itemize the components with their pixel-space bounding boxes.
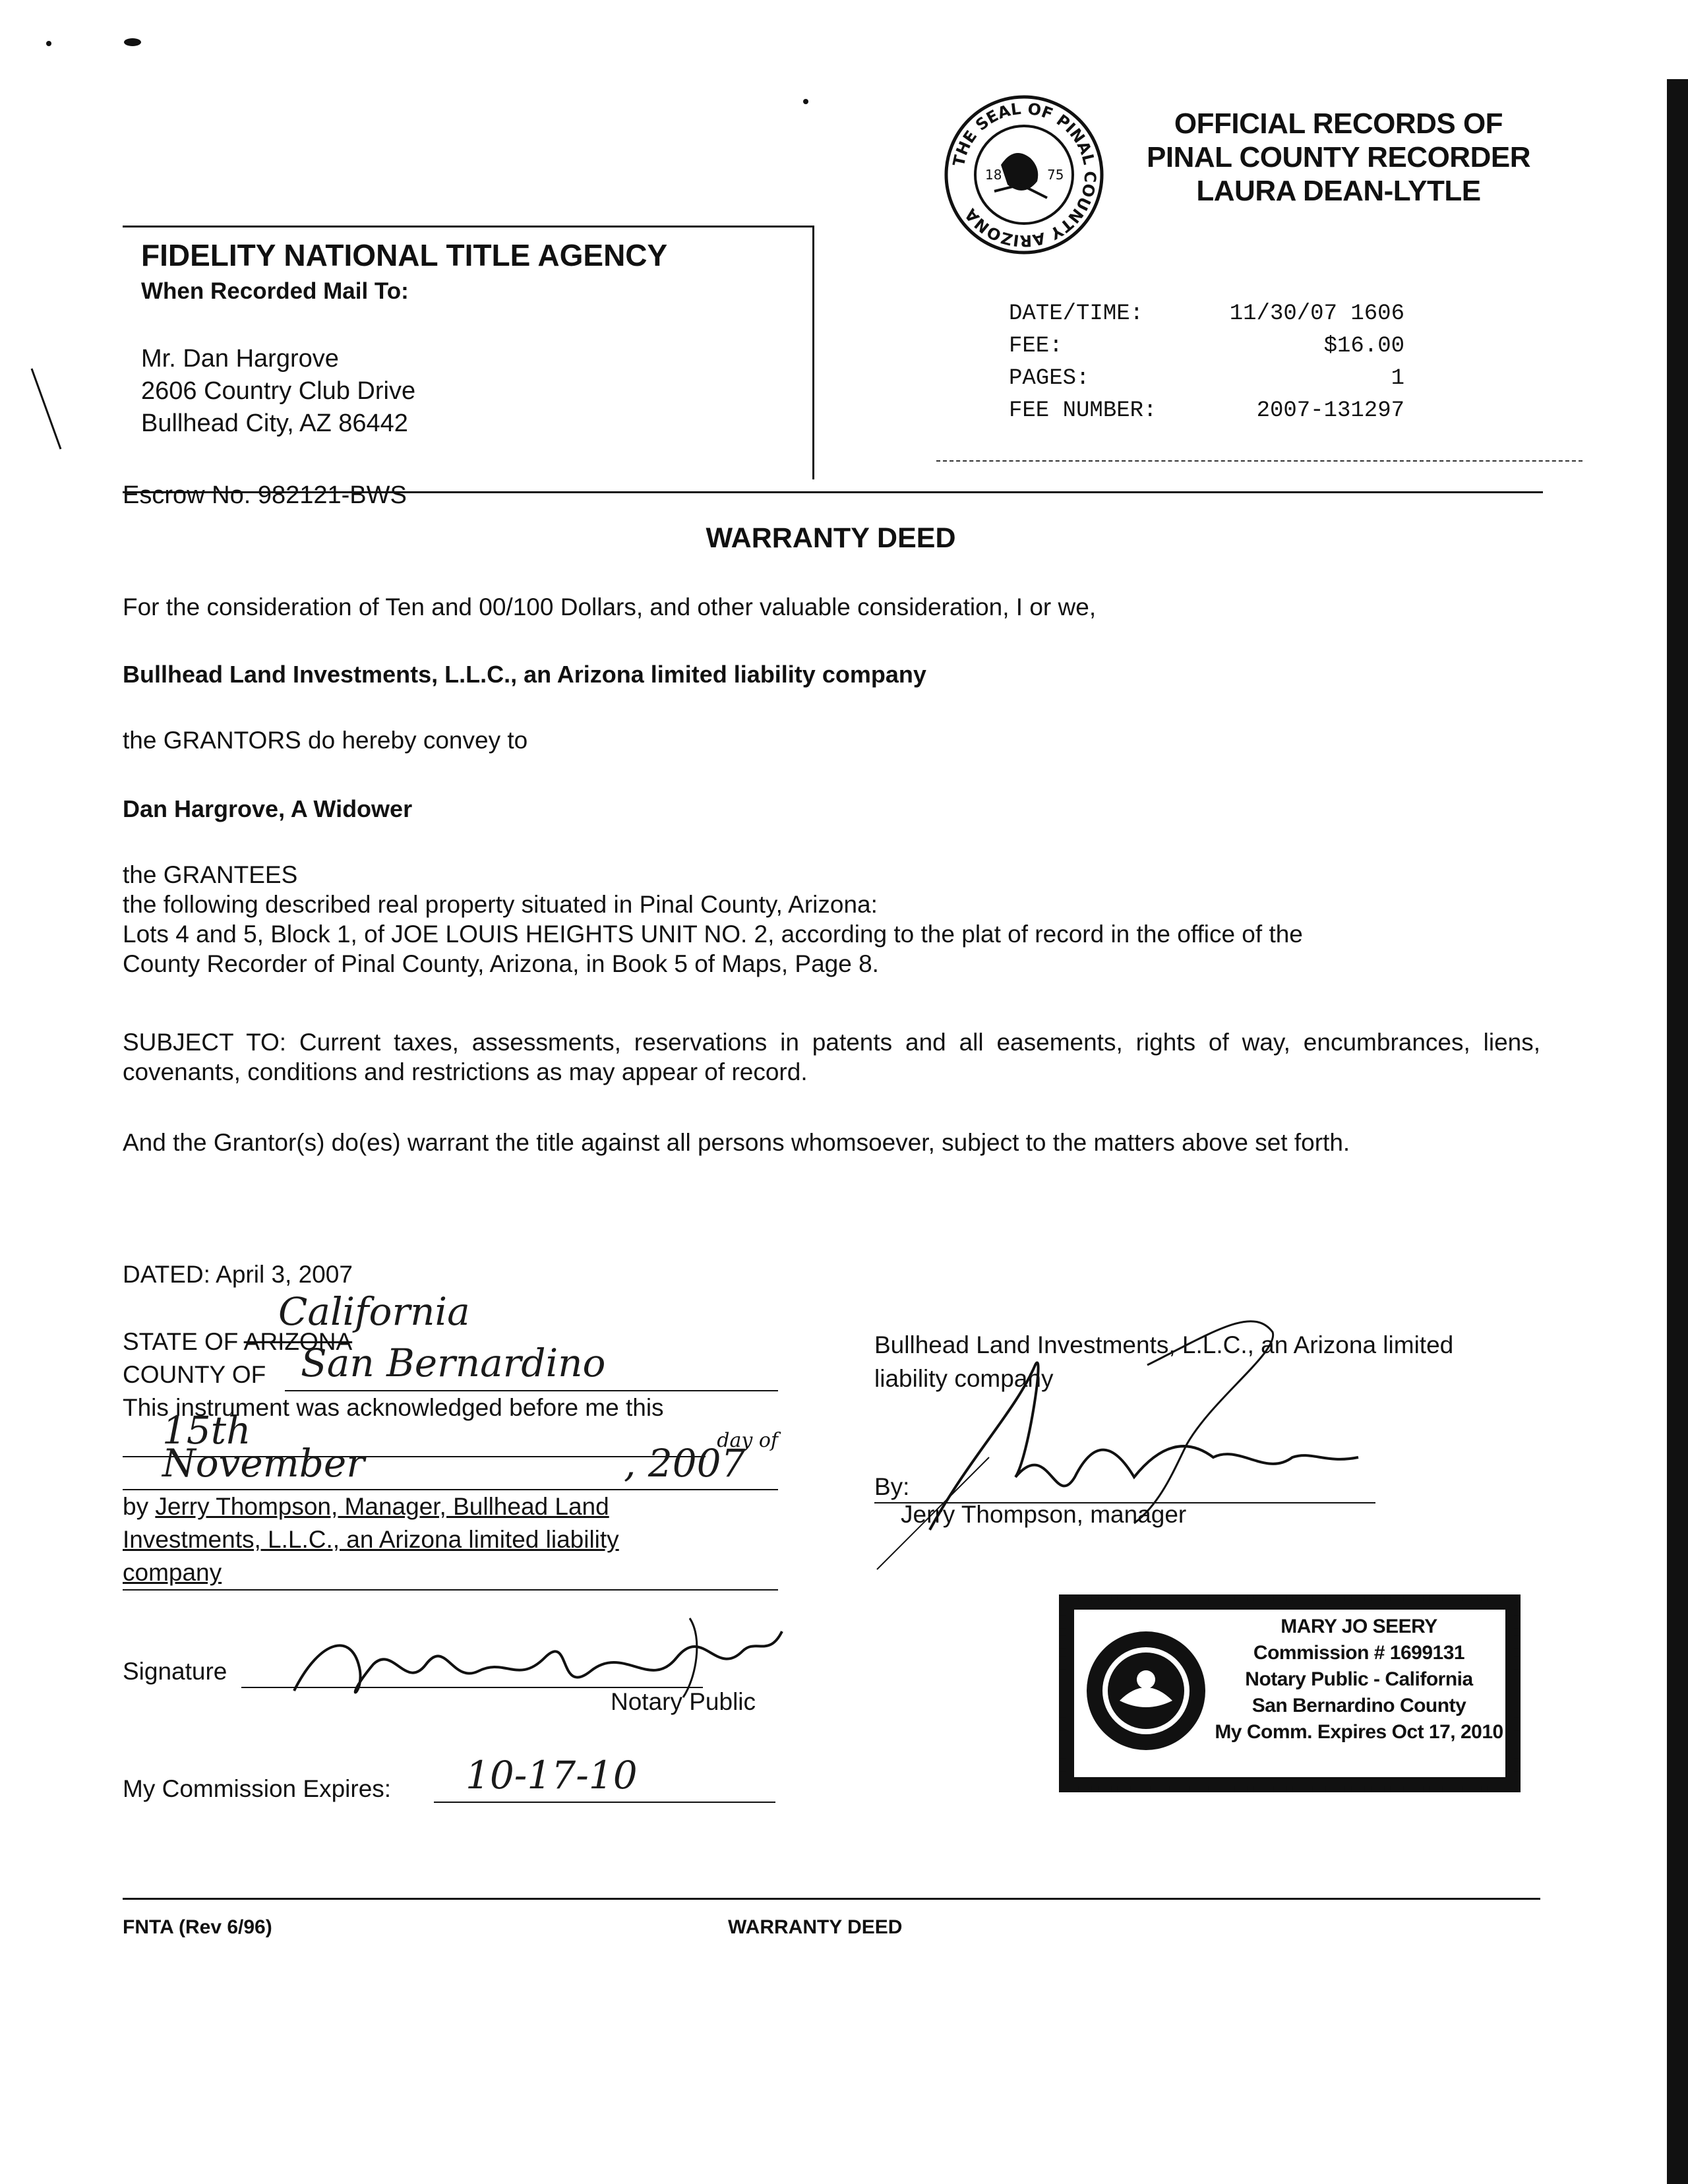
- notary-stamp-inner: [1072, 1608, 1507, 1779]
- scan-edge: [1667, 79, 1688, 2184]
- grantor-signer: Jerry Thompson, manager: [901, 1501, 1187, 1528]
- mailing-address: [141, 343, 415, 440]
- stamp-title: Notary Public - California: [1245, 1668, 1473, 1690]
- grantor-sig-line-2: liability company: [874, 1365, 1054, 1392]
- seal-year-right: 75: [1047, 167, 1064, 183]
- recording-info: [1009, 298, 1404, 427]
- legal-line-1: Lots 4 and 5, Block 1, of JOE LOUIS HEIGHTS UNIT NO. 2, according to the plat of record in the office of the: [123, 921, 1303, 948]
- state-label: STATE OF: [123, 1328, 239, 1355]
- year-handwritten: , 2007: [624, 1441, 746, 1486]
- divider: [123, 491, 1543, 493]
- property-intro: the following described real property situated in Pinal County, Arizona:: [123, 891, 878, 918]
- address-city: Bullhead City, AZ 86442: [141, 410, 408, 437]
- fee-number-label: FEE NUMBER:: [1009, 398, 1157, 423]
- seal-year-left: 18: [985, 167, 1002, 183]
- fee-row: [1009, 330, 1404, 363]
- mail-to-label: When Recorded Mail To:: [141, 278, 409, 304]
- stamp-expires: My Comm. Expires Oct 17, 2010: [1215, 1721, 1503, 1743]
- pen-mark-icon: [26, 366, 66, 452]
- form-number: FNTA (Rev 6/96): [123, 1916, 272, 1938]
- pages-value: 1: [1391, 366, 1404, 391]
- fee-label: FEE:: [1009, 334, 1063, 359]
- recorder-line-2: PINAL COUNTY RECORDER: [1147, 141, 1530, 173]
- notary-public-label: Notary Public: [611, 1688, 756, 1715]
- scan-speck: [124, 38, 141, 46]
- recorder-line-3: LAURA DEAN-LYTLE: [1196, 175, 1481, 207]
- by-line-notary: [123, 1490, 778, 1523]
- commission-label: My Commission Expires:: [123, 1775, 392, 1802]
- commission-handwritten: 10-17-10: [466, 1753, 638, 1798]
- grantees-label: the GRANTEES: [123, 861, 298, 888]
- addressee-name: Mr. Dan Hargrove: [141, 345, 339, 373]
- county-seal-icon: [942, 92, 1106, 257]
- footer-doc-title: WARRANTY DEED: [728, 1916, 903, 1938]
- scan-speck: [803, 99, 808, 104]
- county-label: COUNTY OF: [123, 1361, 266, 1388]
- ack-line: This instrument was acknowledged before me this: [123, 1394, 664, 1421]
- month-handwritten: November: [162, 1441, 365, 1486]
- stamp-text: [1210, 1614, 1508, 1745]
- grantor-name: Bullhead Land Investments, L.L.C., an Arizona limited liability company: [123, 661, 926, 688]
- subject-to-clause: SUBJECT TO: Current taxes, assessments, reservations in patents and all easements, rights of way, encumbrances, liens, covenants, conditions and restrictions as may appear of record.: [123, 1029, 1540, 1085]
- fee-number-value: 2007-131297: [1256, 398, 1404, 423]
- grantee-name: Dan Hargrove, A Widower: [123, 795, 413, 822]
- document-title: WARRANTY DEED: [706, 522, 956, 554]
- grantor-by-label: By:: [874, 1473, 910, 1500]
- legal-line-2: County Recorder of Pinal County, Arizona, in Book 5 of Maps, Page 8.: [123, 950, 879, 977]
- by-text-3: company: [123, 1559, 222, 1586]
- stamp-notary-name: MARY JO SEERY: [1281, 1616, 1437, 1637]
- pages-row: [1009, 363, 1404, 395]
- stamp-county: San Bernardino County: [1251, 1695, 1466, 1716]
- escrow-number: Escrow No. 982121-BWS: [123, 481, 407, 509]
- signature-label: Signature: [123, 1658, 227, 1685]
- county-handwritten: San Bernardino: [301, 1341, 606, 1385]
- convey-text: the GRANTORS do hereby convey to: [123, 727, 528, 754]
- notary-stamp: [1059, 1594, 1521, 1792]
- address-street: 2606 Country Club Drive: [141, 377, 416, 405]
- by-text-1: Jerry Thompson, Manager, Bullhead Land: [155, 1493, 609, 1520]
- state-struck: ARIZONA: [243, 1328, 353, 1355]
- date-label: DATE/TIME:: [1009, 301, 1144, 326]
- day-of-label: day of: [717, 1429, 778, 1452]
- grantor-sig-line-1: Bullhead Land Investments, L.L.C., an Arizona limited: [874, 1331, 1454, 1358]
- legal-description: [123, 860, 1540, 979]
- consideration-text: For the consideration of Ten and 00/100 Dollars, and other valuable consideration, I or we,: [123, 593, 1097, 621]
- notary-signature-row: [123, 1638, 808, 1717]
- stamp-commission: Commission # 1699131: [1253, 1642, 1465, 1664]
- state-handwritten: California: [278, 1289, 470, 1334]
- warranty-clause: And the Grantor(s) do(es) warrant the title against all persons whomsoever, subject to the matters above set forth.: [123, 1129, 1350, 1156]
- divider: [123, 1898, 1540, 1900]
- fee-number-row: [1009, 395, 1404, 427]
- commission-row: [123, 1753, 782, 1811]
- notary-acknowledgement: [123, 1289, 778, 1591]
- recorder-title: [1128, 107, 1550, 208]
- month-line: [123, 1441, 778, 1490]
- date-value: 11/30/07 1606: [1229, 301, 1404, 326]
- dated-line: DATED: April 3, 2007: [123, 1261, 353, 1288]
- seal-ring-text: THE SEAL OF PINAL COUNTY ARIZONA: [949, 99, 1100, 251]
- pages-label: PAGES:: [1009, 366, 1090, 391]
- agency-name: FIDELITY NATIONAL TITLE AGENCY: [141, 238, 668, 272]
- recorder-line-1: OFFICIAL RECORDS OF: [1174, 107, 1503, 140]
- by-label: by: [123, 1493, 149, 1520]
- scan-speck: [46, 41, 51, 46]
- grantor-signature-icon: [818, 1292, 1385, 1583]
- day-handwritten: 15th: [162, 1408, 251, 1453]
- date-row: [1009, 298, 1404, 330]
- state-seal-icon: [1083, 1628, 1209, 1753]
- by-text-3-row: [123, 1556, 778, 1591]
- by-text-2: Investments, L.L.C., an Arizona limited liability: [123, 1526, 619, 1553]
- divider: [936, 460, 1582, 462]
- fee-value: $16.00: [1323, 334, 1404, 359]
